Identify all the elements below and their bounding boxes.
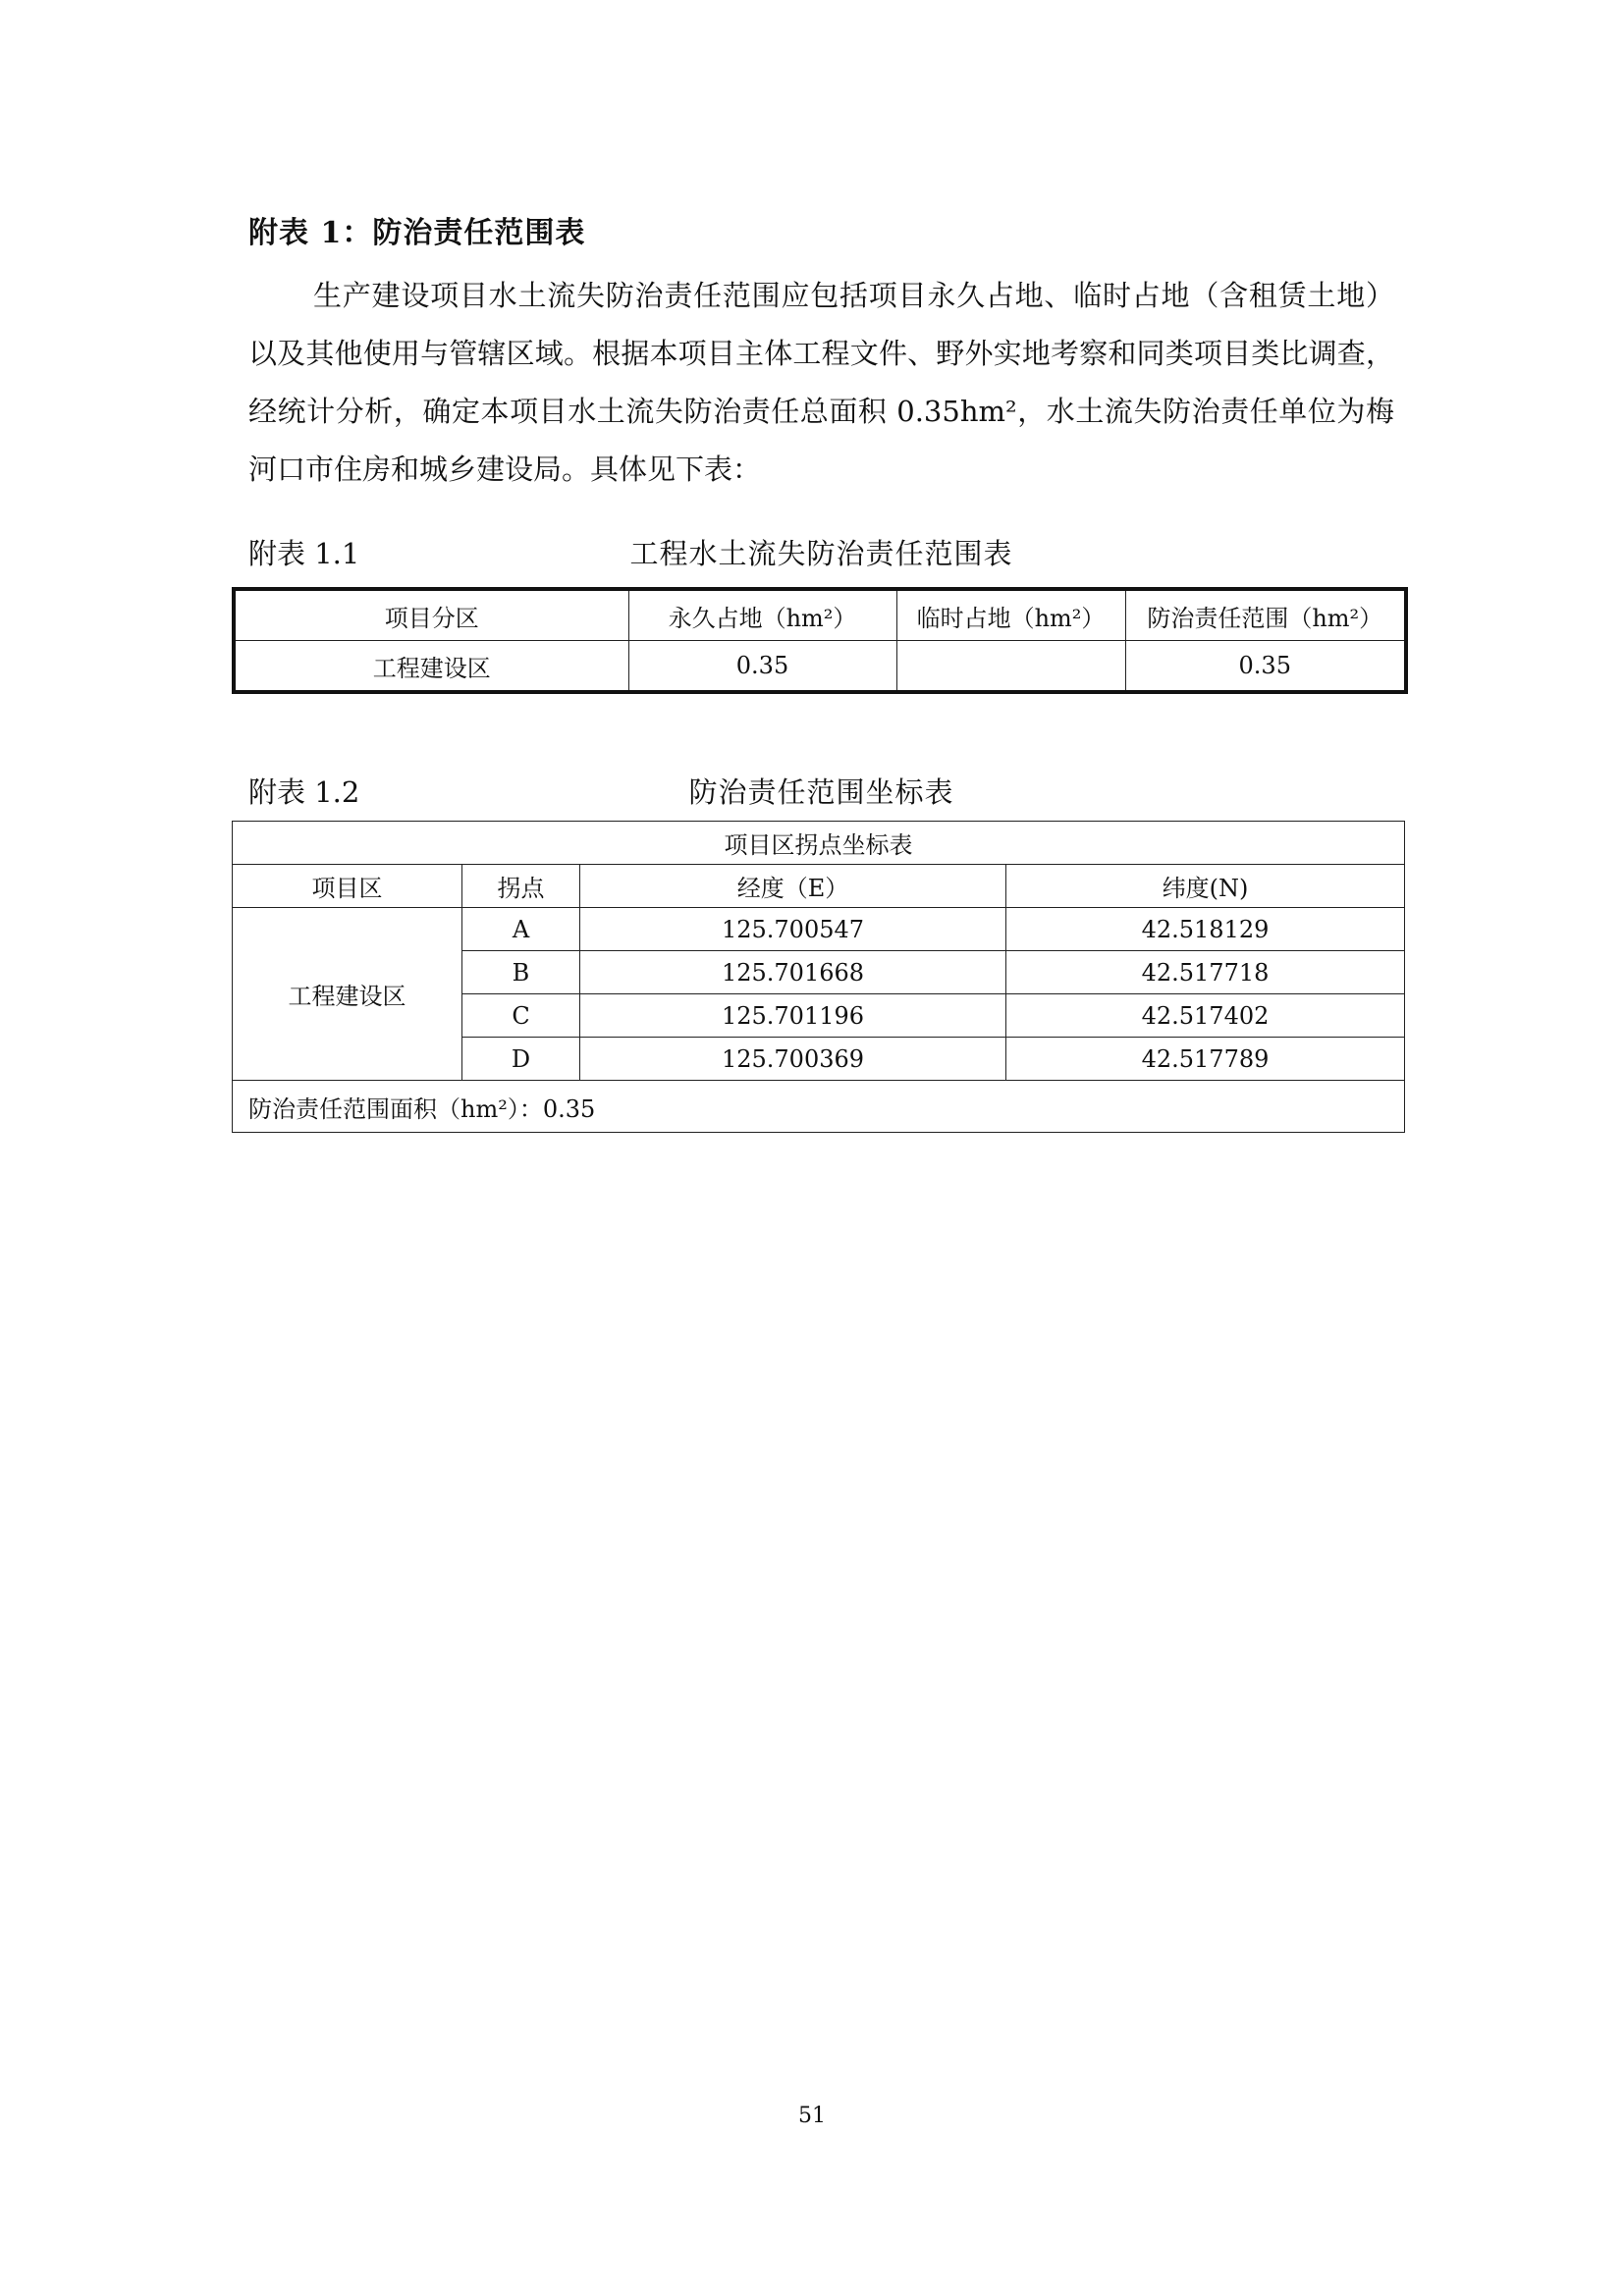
table-cell (896, 641, 1125, 693)
table-header-cell: 纬度(N) (1006, 865, 1405, 908)
table-footer-row (233, 1081, 1405, 1133)
table2-caption (248, 771, 1394, 810)
table-header-cell: 项目区 (233, 865, 462, 908)
table-cell: D (462, 1038, 580, 1081)
table-cell: B (462, 951, 580, 994)
table-header-cell: 临时占地（hm²） (896, 589, 1125, 641)
table-cell: 工程建设区 (234, 641, 628, 693)
table-cell: 42.518129 (1006, 908, 1405, 951)
table1-caption (248, 532, 1394, 571)
table1-caption-title: 工程水土流失防治责任范围表 (629, 537, 1013, 570)
table-header-cell: 永久占地（hm²） (628, 589, 896, 641)
table-cell: A (462, 908, 580, 951)
table-row (234, 641, 1406, 693)
table2-caption-number: 附表 1.2 (248, 775, 360, 809)
table-footer-cell: 防治责任范围面积（hm²）：0.35 (233, 1081, 1405, 1133)
table-header-row (233, 865, 1405, 908)
table-cell: 42.517789 (1006, 1038, 1405, 1081)
table-cell: 125.701196 (580, 994, 1006, 1038)
table-cell: 42.517718 (1006, 951, 1405, 994)
table-header-cell: 防治责任范围（hm²） (1125, 589, 1406, 641)
table-cell: 0.35 (628, 641, 896, 693)
table-super-header-row (233, 822, 1405, 865)
table-cell: C (462, 994, 580, 1038)
table-row (233, 908, 1405, 951)
area-name-cell: 工程建设区 (233, 908, 462, 1081)
coordinate-table (232, 821, 1405, 1133)
table-header-cell: 拐点 (462, 865, 580, 908)
table-cell: 125.700547 (580, 908, 1006, 951)
table-cell: 0.35 (1125, 641, 1406, 693)
table-super-header: 项目区拐点坐标表 (233, 822, 1405, 865)
section-title: 附表 1：防治责任范围表 (248, 216, 586, 250)
responsibility-area-table (232, 587, 1408, 694)
table-cell: 125.701668 (580, 951, 1006, 994)
body-paragraph: 生产建设项目水土流失防治责任范围应包括项目永久占地、临时占地（含租赁土地）以及其他使用与管辖区域。根据本项目主体工程文件、野外实地考察和同类项目类比调查，经统计分析，确定本项目水土流失防治责任总面积 0.35hm²，水土流失防治责任单位为梅河口市住房和城乡建设局。具体见下表： (248, 279, 1394, 486)
table2-caption-title: 防治责任范围坐标表 (688, 775, 954, 809)
table-cell: 42.517402 (1006, 994, 1405, 1038)
page-number: 51 (798, 2104, 826, 2128)
table-header-row (234, 589, 1406, 641)
table-header-cell: 项目分区 (234, 589, 628, 641)
table-cell: 125.700369 (580, 1038, 1006, 1081)
table1-caption-number: 附表 1.1 (248, 537, 360, 570)
table-header-cell: 经度（E） (580, 865, 1006, 908)
